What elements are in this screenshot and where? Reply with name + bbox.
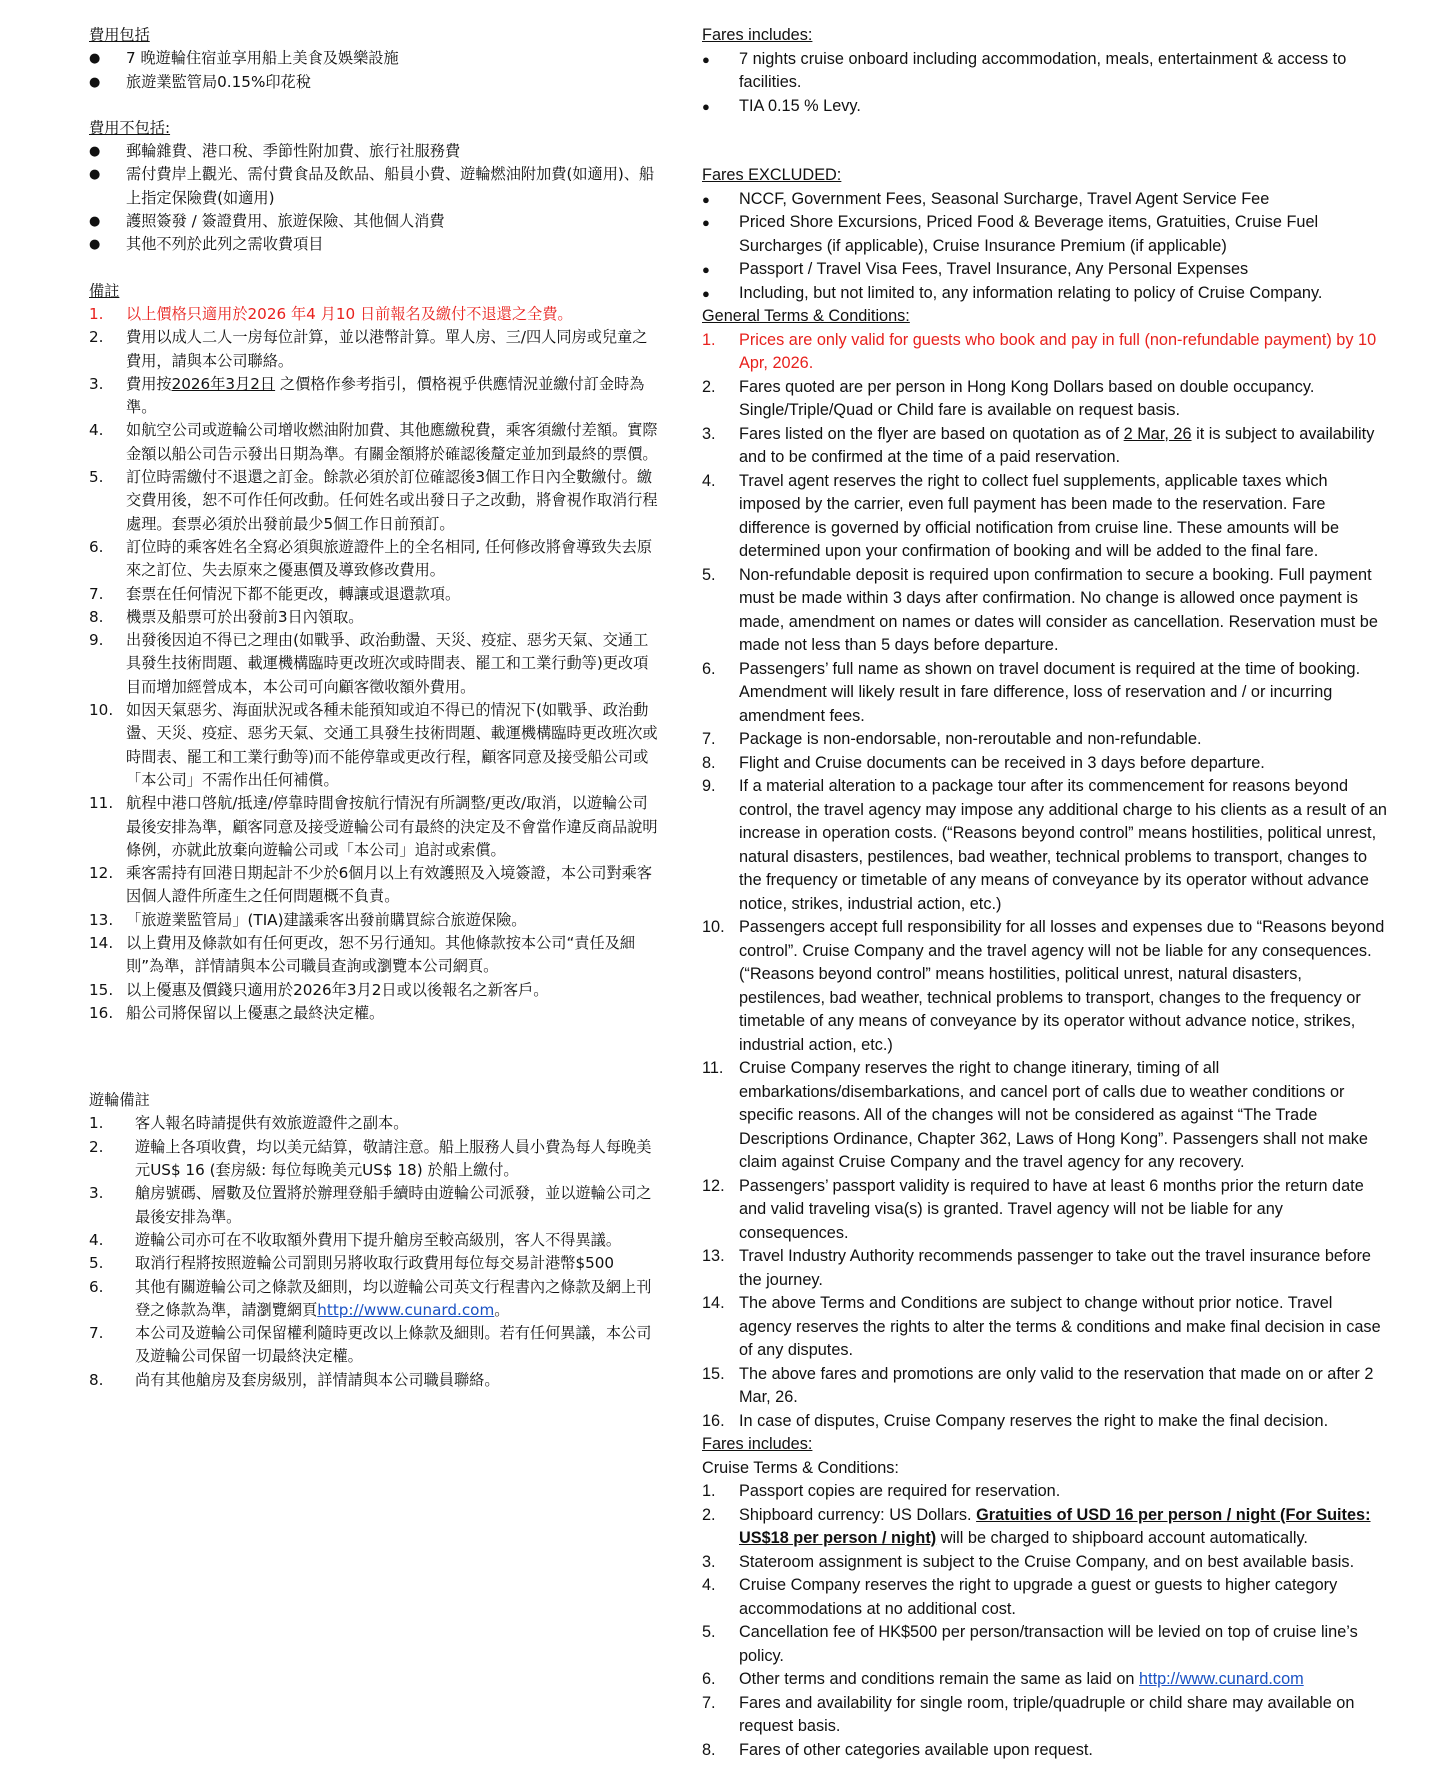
list-item: 4. Cruise Company reserves the right to upgrade a guest or guests to higher category accommodations at no additional cost. bbox=[702, 1576, 1338, 1618]
gratuities-note: Gratuities of USD 16 per person / night (For Suites: US$18 per person / night) bbox=[739, 1505, 1371, 1547]
list-item: ● 需付費岸上觀光、需付費食品及飲品、船員小費、遊輪燃油附加費(如適用)、船上指定保險費(如適用) bbox=[89, 163, 659, 210]
list-item: 11. 航程中港口啓航/抵達/停靠時間會按航行情況有所調整/更改/取消，以遊輪公司最後安排為準，顧客同意及接受遊輪公司有最終的決定及不會當作違反商品說明條例，亦就此放棄向遊輪公司或「本公司」追討或索償。 bbox=[89, 794, 658, 859]
list-item: 7. Package is non-endorsable, non-reroutable and non-refundable. bbox=[702, 730, 1202, 748]
list-item: 7. Fares and availability for single room, triple/quadruple or child share may available on request basis. bbox=[702, 1693, 1355, 1735]
list-item: ● NCCF, Government Fees, Seasonal Surcharge, Travel Agent Service Fee bbox=[702, 188, 1387, 212]
reference-date: 2026年3月2日 bbox=[171, 374, 276, 393]
list-item: 2. 費用以成人二人一房每位計算，並以港幣計算。單人房、三/四人同房或兒童之費用，請與本公司聯絡。 bbox=[89, 328, 648, 370]
list-item: 5. 取消行程將按照遊輪公司罰則另將收取行政費用每位每交易計港幣$500 bbox=[89, 1254, 615, 1273]
list-item: 5. 訂位時需繳付不退還之訂金。餘款必須於訂位確認後3個工作日內全數繳付。繳交費用後，恕不可作任何改動。任何姓名或出發日子之改動，將會視作取消行程處理。套票必須於出發前最少5個工作日前預訂。 bbox=[89, 468, 658, 533]
list-item: 3. Stateroom assignment is subject to the Cruise Company, and on best available basis. bbox=[702, 1552, 1355, 1571]
list-item: ● 7 nights cruise onboard including accommodation, meals, entertainment & access to facilities. bbox=[702, 48, 1387, 95]
list-item: 15. The above fares and promotions are only valid to the reservation that made on or after 2 Mar, 26. bbox=[702, 1364, 1374, 1406]
list-item: 4. Travel agent reserves the right to collect fuel supplements, applicable taxes which imposed by the carrier, even full payment has been made to the reservation. Fare difference is governed by official notification from cruise line. These amounts will be determined upon your confirmation of booking and will be added to the final fare. bbox=[702, 471, 1340, 560]
list-item: ● 護照簽發 / 簽證費用、旅遊保險、其他個人消費 bbox=[89, 210, 659, 233]
zh-remarks-title: 備註 bbox=[89, 281, 120, 300]
list-item: 13. 「旅遊業監管局」(TIA)建議乘客出發前購買綜合旅遊保險。 bbox=[89, 910, 527, 929]
list-item: 6. Passengers’ full name as shown on travel document is required at the time of booking. Amendment will likely result in fare difference, loss of reservation and / or incurring amendment fees. bbox=[702, 659, 1361, 725]
list-item: 16. In case of disputes, Cruise Company reserves the right to make the final decision. bbox=[702, 1411, 1329, 1430]
list-item: 10. 如因天氣惡劣、海面狀況或各種未能預知或迫不得已的情況下(如戰爭、政治動盪、天災、疫症、惡劣天氣、交通工具發生技術問題、載運機構臨時更改班次或時間表、罷工和工業行動等)而不能停靠或更改行程，顧客同意及接受船公司或「本公司」不需作出任何補償。 bbox=[89, 701, 658, 789]
list-item: 1. 客人報名時請提供有效旅遊證件之副本。 bbox=[89, 1114, 409, 1133]
list-item: 4. 遊輪公司亦可在不收取額外費用下提升艙房至較高級別，客人不得異議。 bbox=[89, 1230, 621, 1249]
list-item: 11. Cruise Company reserves the right to change itinerary, timing of all embarkations/disembarkations, and cancel port of calls due to weather conditions or specific reasons. All of the changes will not be considered as against “The Trade Descriptions Ordinance, Chapter 362, Laws of Hong Kong”. Passengers shall not make claim against Cruise Company and the travel agency for any recovery. bbox=[702, 1059, 1368, 1171]
list-item: 3. 費用按2026年3月2日 之價格作參考指引，價格視乎供應情況並繳付訂金時為準。 bbox=[89, 374, 645, 417]
list-item: 1. 以上價格只適用於2026 年4 月10 日前報名及繳付不退還之全費。 bbox=[89, 304, 573, 323]
list-item: 8. Flight and Cruise documents can be received in 3 days before departure. bbox=[702, 753, 1265, 772]
list-item: 4. 如航空公司或遊輪公司增收燃油附加費、其他應繳稅費，乘客須繳付差額。實際金額以船公司告示發出日期為準。有關金額將於確認後釐定並加到最終的票價。 bbox=[89, 421, 658, 463]
english-column bbox=[702, 24, 1387, 1762]
list-item: 5. Cancellation fee of HK$500 per person/transaction will be levied on top of cruise line’s policy. bbox=[702, 1623, 1358, 1665]
list-item: 7. 本公司及遊輪公司保留權利隨時更改以上條款及細則。若有任何異議，本公司及遊輪公司保留一切最終決定權。 bbox=[89, 1324, 652, 1366]
zh-excludes-list bbox=[89, 140, 659, 256]
list-item: 3. Fares listed on the flyer are based on quotation as of 2 Mar, 26 it is subject to availability and to be confirmed at the time of a paid reservation. bbox=[702, 424, 1375, 466]
list-item: 6. Other terms and conditions remain the same as laid on http://www.cunard.com bbox=[702, 1670, 1304, 1688]
en-cruise-list bbox=[702, 1480, 1387, 1762]
en-includes2-title: Fares includes: bbox=[702, 1435, 813, 1453]
list-item: ● Passport / Travel Visa Fees, Travel Insurance, Any Personal Expenses bbox=[702, 258, 1387, 282]
en-general-list bbox=[702, 329, 1387, 1434]
zh-includes-title: 費用包括 bbox=[89, 26, 150, 44]
list-item: 1. Prices are only valid for guests who book and pay in full (non-refundable payment) by 10 Apr, 2026. bbox=[702, 330, 1377, 372]
list-item: 12. 乘客需持有回港日期起計不少於6個月以上有效護照及入境簽證，本公司對乘客因個人證件所產生之任何問題概不負責。 bbox=[89, 864, 653, 906]
list-item: 9. 出發後因迫不得已之理由(如戰爭、政治動盪、天災、疫症、惡劣天氣、交通工具發生技術問題、載運機構臨時更改班次或時間表、罷工和工業行動等)更改項目而增加經營成本，本公司可向顧客徵收額外費用。 bbox=[89, 631, 649, 696]
list-item: ● Priced Shore Excursions, Priced Food & Beverage items, Gratuities, Cruise Fuel Surcharges (if applicable), Cruise Insurance Premium (if applicable) bbox=[702, 211, 1387, 258]
list-item: ● 7 晚遊輪住宿並享用船上美食及娛樂設施 bbox=[89, 47, 659, 70]
list-item: 2. Fares quoted are per person in Hong Kong Dollars based on double occupancy. Single/Triple/Quad or Child fare is available on request basis. bbox=[702, 377, 1315, 419]
zh-remarks-list bbox=[89, 303, 659, 1025]
list-item: 6. 其他有關遊輪公司之條款及細則，均以遊輪公司英文行程書內之條款及網上刊登之條款為準，請瀏覽網頁http://www.cunard.com。 bbox=[89, 1277, 652, 1319]
list-item: 3. 艙房號碼、層數及位置將於辦理登船手續時由遊輪公司派發，並以遊輪公司之最後安排為準。 bbox=[89, 1184, 652, 1226]
list-item: ● Including, but not limited to, any information relating to policy of Cruise Company. bbox=[702, 282, 1387, 306]
chinese-column bbox=[89, 24, 659, 1392]
list-item: 12. Passengers’ passport validity is required to have at least 6 months prior the return date and valid traveling visa(s) is granted. Travel agency will not be liable for any consequences. bbox=[702, 1176, 1364, 1242]
list-item: 1. Passport copies are required for reservation. bbox=[702, 1482, 1061, 1500]
list-item: 7. 套票在任何情況下都不能更改，轉讓或退還款項。 bbox=[89, 584, 461, 603]
list-item: 5. Non-refundable deposit is required upon confirmation to secure a booking. Full payment must be made within 3 days after confirmation. No change is allowed once payment is made, amendment on names or dates will consider as cancellation. Reservation must be made not less than 5 days before departure. bbox=[702, 565, 1378, 654]
list-item: 10. Passengers accept full responsibility for all losses and expenses due to “Reasons beyond control”. Cruise Company and the travel agency will not be liable for any consequences. (“Reasons beyond control” means hostilities, political unrest, natural disasters, pestilences, bad weather, technical problems to transport, changes to the frequency or timetable of any means of conveyance by its operator without advance notice, strikes, industrial action, etc.) bbox=[702, 918, 1385, 1054]
list-item: 2. 遊輪上各項收費，均以美元結算，敬請注意。船上服務人員小費為每人每晚美元US$ 16 (套房級: 每位每晚美元US$ 18) 於船上繳付。 bbox=[89, 1137, 652, 1180]
en-excluded-title: Fares EXCLUDED: bbox=[702, 166, 842, 184]
en-cruise-title: Cruise Terms & Conditions: bbox=[702, 1458, 899, 1477]
cunard-link[interactable]: http://www.cunard.com bbox=[1139, 1670, 1304, 1688]
zh-cruise-title: 遊輪備註 bbox=[89, 1091, 150, 1110]
cunard-link[interactable]: http://www.cunard.com bbox=[317, 1300, 495, 1319]
en-includes-title: Fares includes: bbox=[702, 26, 813, 44]
zh-includes-list bbox=[89, 47, 659, 94]
list-item: 13. Travel Industry Authority recommends passenger to take out the travel insurance before the journey. bbox=[702, 1247, 1371, 1289]
list-item: ● 郵輪雜費、港口稅、季節性附加費、旅行社服務費 bbox=[89, 140, 659, 163]
list-item: ● TIA 0.15 % Levy. bbox=[702, 95, 1387, 119]
list-item: 14. 以上費用及條款如有任何更改，恕不另行通知。其他條款按本公司“責任及細則”為準，詳情請與本公司職員查詢或瀏覽本公司網頁。 bbox=[89, 933, 636, 976]
list-item: 8. Fares of other categories available upon request. bbox=[702, 1740, 1093, 1759]
zh-excludes-title: 費用不包括: bbox=[89, 118, 171, 137]
list-item: ● 其他不列於此列之需收費項目 bbox=[89, 233, 659, 256]
list-item: ● 旅遊業監管局0.15%印花稅 bbox=[89, 71, 659, 94]
reference-date: 2 Mar, 26 bbox=[1123, 424, 1192, 443]
list-item: 6. 訂位時的乘客姓名全寫必須與旅遊證件上的全名相同, 任何修改將會導致失去原來之訂位、失去原來之優惠價及導致修改費用。 bbox=[89, 537, 653, 580]
list-item: 8. 機票及船票可於出發前3日內領取。 bbox=[89, 607, 364, 626]
list-item: 16. 船公司將保留以上優惠之最終決定權。 bbox=[89, 1003, 385, 1022]
list-item: 8. 尚有其他艙房及套房級別，詳情請與本公司職員聯絡。 bbox=[89, 1370, 500, 1389]
list-item: 15. 以上優惠及價錢只適用於2026年3月2日或以後報名之新客戶。 bbox=[89, 980, 549, 999]
en-general-title: General Terms & Conditions: bbox=[702, 307, 910, 325]
zh-cruise-list bbox=[89, 1112, 659, 1392]
list-item: 9. If a material alteration to a package tour after its commencement for reasons beyond control, the travel agency may impose any additional charge to his clients as a result of an increase in operation costs. (“Reasons beyond control” means hostilities, political unrest, natural disasters, pestilences, bad weather, technical problems to transport, changes to the frequency or timetable of any means of conveyance by its operator without advance notice, strikes, industrial action, etc.) bbox=[702, 777, 1387, 913]
en-includes-list bbox=[702, 48, 1387, 119]
list-item: 14. The above Terms and Conditions are subject to change without prior notice. Travel agency reserves the rights to alter the terms & conditions and make final decision in case of any disputes. bbox=[702, 1294, 1381, 1359]
list-item: 2. Shipboard currency: US Dollars. Gratuities of USD 16 per person / night (For Suites: US$18 per person / night) will be charged to shipboard account automatically. bbox=[702, 1505, 1371, 1547]
en-excluded-list bbox=[702, 188, 1387, 306]
